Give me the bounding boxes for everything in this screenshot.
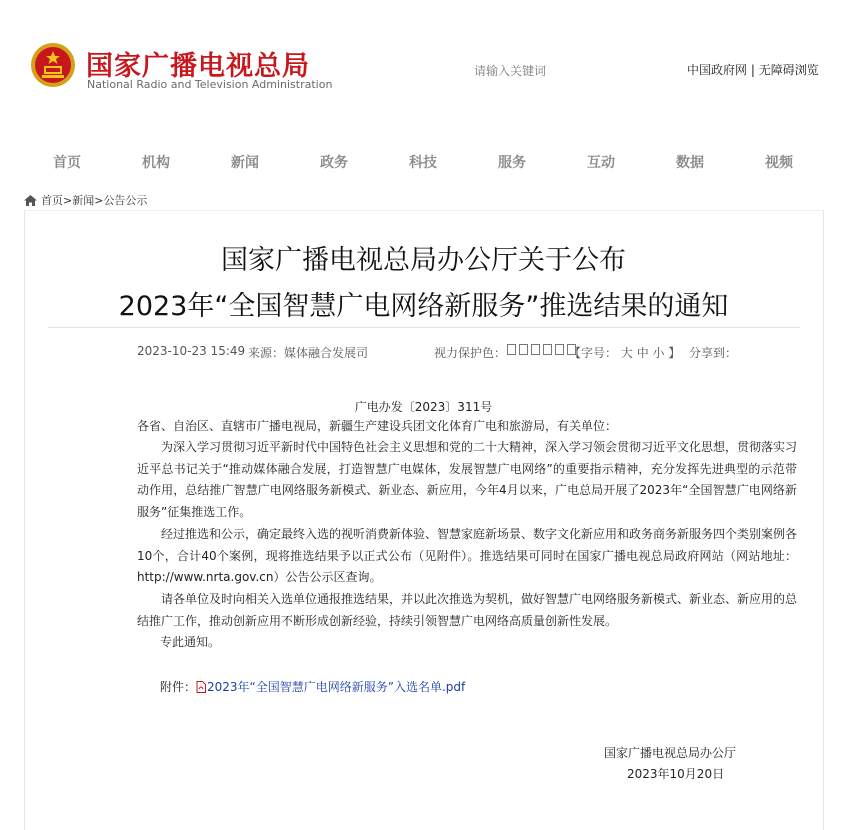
vision-color-swatches: [507, 344, 576, 355]
closing-line: 专此通知。: [160, 635, 221, 649]
article-source: 来源：媒体融合发展司: [248, 346, 369, 360]
color-swatch[interactable]: [555, 344, 564, 355]
nav-item-org[interactable]: 机构: [142, 155, 170, 171]
nav-item-service[interactable]: 服务: [498, 155, 526, 171]
breadcrumb-sep: >: [94, 193, 104, 207]
nav-item-video[interactable]: 视频: [765, 155, 793, 171]
breadcrumb-home[interactable]: 首页: [41, 194, 63, 207]
addressee: 各省、自治区、直辖市广播电视局，新疆生产建设兵团文化体育广电和旅游局，有关单位：: [137, 419, 618, 433]
share-label: 分享到：: [689, 346, 738, 360]
document-number: 广电办发〔2023〕311号: [354, 400, 493, 414]
accessibility-link[interactable]: 无障碍浏览: [758, 63, 819, 77]
nav-item-tech[interactable]: 科技: [409, 155, 437, 171]
font-size-bracket: 】: [668, 346, 681, 360]
home-icon: [24, 195, 37, 206]
font-size-small[interactable]: 小: [652, 346, 665, 360]
font-size-label: 【字号：: [569, 346, 618, 360]
font-size-controls: [569, 344, 680, 361]
attachment-link[interactable]: 2023年“全国智慧广电网络新服务”入选名单.pdf: [207, 680, 466, 694]
font-size-large[interactable]: 大: [620, 346, 633, 360]
nav-item-home[interactable]: 首页: [53, 155, 81, 171]
paragraph-2: 经过推选和公示，确定最终入选的视听消费新体验、智慧家庭新场景、数字文化新应用和政务商务新服务四个类别案例各10个，合计40个案例，现将推选结果予以正式公布（见附件）。推选结果可同时在国家广播电视总局政府网站（网站地址：http://www.nrta.gov.cn）公告公示区查询。: [137, 527, 798, 584]
site-subtitle: National Radio and Television Administration: [87, 78, 333, 91]
color-swatch[interactable]: [519, 344, 528, 355]
sign-date: 2023年10月20日: [627, 767, 725, 781]
breadcrumb: [24, 192, 147, 208]
breadcrumb-sep: >: [63, 193, 73, 207]
color-swatch[interactable]: [531, 344, 540, 355]
main-nav: [26, 152, 821, 174]
attachment-label: 附件：: [160, 680, 197, 694]
publish-date: 2023-10-23 15:49: [137, 344, 246, 358]
nav-item-interact[interactable]: 互动: [587, 155, 615, 171]
nav-item-news[interactable]: 新闻: [231, 155, 259, 171]
font-size-medium[interactable]: 中: [636, 346, 649, 360]
national-emblem-icon: [30, 42, 76, 88]
article-title-line1: 国家广播电视总局办公厅关于公布: [221, 245, 626, 276]
gov-link[interactable]: 中国政府网: [687, 63, 748, 77]
color-swatch[interactable]: [507, 344, 516, 355]
paragraph-1: 为深入学习贯彻习近平新时代中国特色社会主义思想和党的二十大精神，深入学习领会贯彻习近平文化思想，贯彻落实习近平总书记关于“推动媒体融合发展，打造智慧广电媒体，发展智慧广电网络”的重要指示精神，充分发挥先进典型的示范带动作用，总结推广智慧广电网络服务新模式、新业态、新应用，今年4月以来，广电总局开展了2023年“全国智慧广电网络新服务”征集推选工作。: [137, 440, 798, 519]
signer: 国家广播电视总局办公厅: [604, 746, 737, 760]
color-swatch[interactable]: [543, 344, 552, 355]
top-links: [687, 61, 819, 78]
article-title-line2: 2023年“全国智慧广电网络新服务”推选结果的通知: [118, 291, 729, 322]
link-divider: |: [747, 63, 759, 77]
site-title[interactable]: 国家广播电视总局: [86, 51, 310, 82]
vision-color-label: 视力保护色：: [434, 346, 507, 360]
nav-item-affairs[interactable]: 政务: [320, 155, 348, 171]
pdf-icon: [196, 681, 206, 693]
attachment: [160, 678, 465, 695]
paragraph-3: 请各单位及时向相关入选单位通报推选结果，并以此次推选为契机，做好智慧广电网络服务新模式、新业态、新应用的总结推广工作，推动创新应用不断形成创新经验，持续引领智慧广电网络高质量创新性发展。: [137, 592, 798, 628]
search-input[interactable]: 请输入关键词: [474, 64, 547, 78]
title-divider: [48, 327, 800, 328]
nav-item-data[interactable]: 数据: [676, 155, 704, 171]
breadcrumb-news[interactable]: 新闻: [72, 194, 95, 207]
breadcrumb-notice[interactable]: 公告公示: [103, 194, 148, 207]
